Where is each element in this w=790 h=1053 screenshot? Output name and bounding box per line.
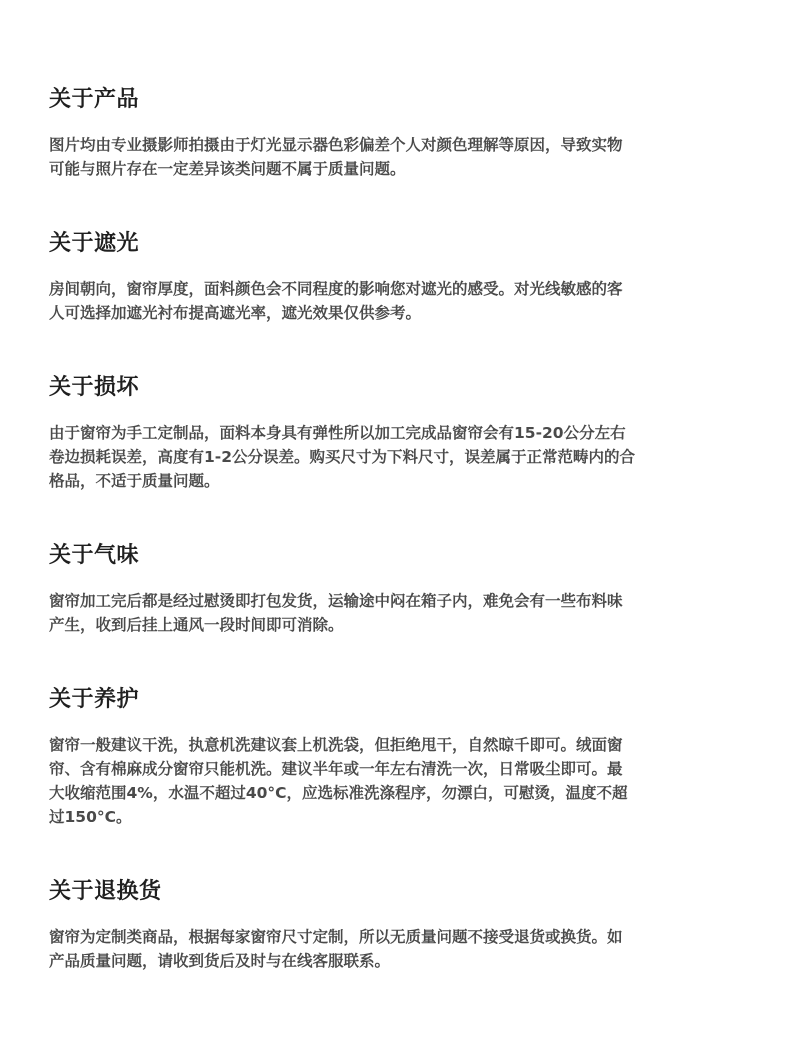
- section-body: [49, 421, 749, 493]
- section-body: [49, 589, 749, 637]
- section-about-shading: [49, 230, 749, 325]
- section-title: 关于遮光: [49, 231, 140, 256]
- body-line: 格品，不适于质量问题。: [49, 472, 220, 490]
- body-line: 窗帘一般建议干洗，执意机洗建议套上机洗袋，但拒绝甩干，自然晾千即可。绒面窗: [49, 736, 623, 754]
- section-title: 关于产品: [49, 87, 140, 112]
- section-about-damage: [49, 374, 749, 493]
- section-body: [49, 277, 749, 325]
- section-about-odor: [49, 542, 749, 637]
- body-line: 可能与照片存在一定差异该类问题不属于质量问题。: [49, 160, 406, 178]
- body-line: 帘、含有棉麻成分窗帘只能机洗。建议半年或一年左右清洗一次，日常吸尘即可。最: [49, 760, 623, 778]
- section-about-care: [49, 686, 749, 829]
- section-about-returns: [49, 878, 749, 973]
- body-line: 窗帘加工完后都是经过慰烫即打包发货，运输途中闷在箱子内，难免会有一些布料味: [49, 592, 623, 610]
- body-line: 房间朝向，窗帘厚度，面料颜色会不同程度的影响您对遮光的感受。对光线敏感的客: [49, 280, 623, 298]
- section-body: [49, 133, 749, 181]
- section-title: 关于损坏: [49, 375, 140, 400]
- body-line: 卷边损耗误差，高度有1-2公分误差。购买尺寸为下料尺寸，误差属于正常范畴内的合: [49, 448, 636, 466]
- body-line: 产生，收到后挂上通风一段时间即可消除。: [49, 616, 344, 634]
- section-body: [49, 925, 749, 973]
- body-line: 人可选择加遮光衬布提高遮光率，遮光效果仅供参考。: [49, 304, 422, 322]
- body-line: 窗帘为定制类商品，根据每家窗帘尺寸定制，所以无质量问题不接受退货或换货。如: [49, 928, 623, 946]
- body-line: 大收缩范围4%，水温不超过40°C，应选标准洗涤程序，勿漂白，可慰烫，温度不超: [49, 784, 628, 802]
- section-title: 关于养护: [49, 687, 140, 712]
- section-title: 关于退换货: [49, 879, 162, 904]
- body-line: 产品质量问题，请收到货后及时与在线客服联系。: [49, 952, 391, 970]
- body-line: 由于窗帘为手工定制品，面料本身具有弹性所以加工完成品窗帘会有15-20公分左右: [49, 424, 626, 442]
- section-title: 关于气味: [49, 543, 140, 568]
- section-about-product: [49, 86, 749, 181]
- body-line: 过150°C。: [49, 808, 132, 826]
- section-body: [49, 733, 749, 829]
- body-line: 图片均由专业摄影师拍摄由于灯光显示器色彩偏差个人对颜色理解等原因，导致实物: [49, 136, 623, 154]
